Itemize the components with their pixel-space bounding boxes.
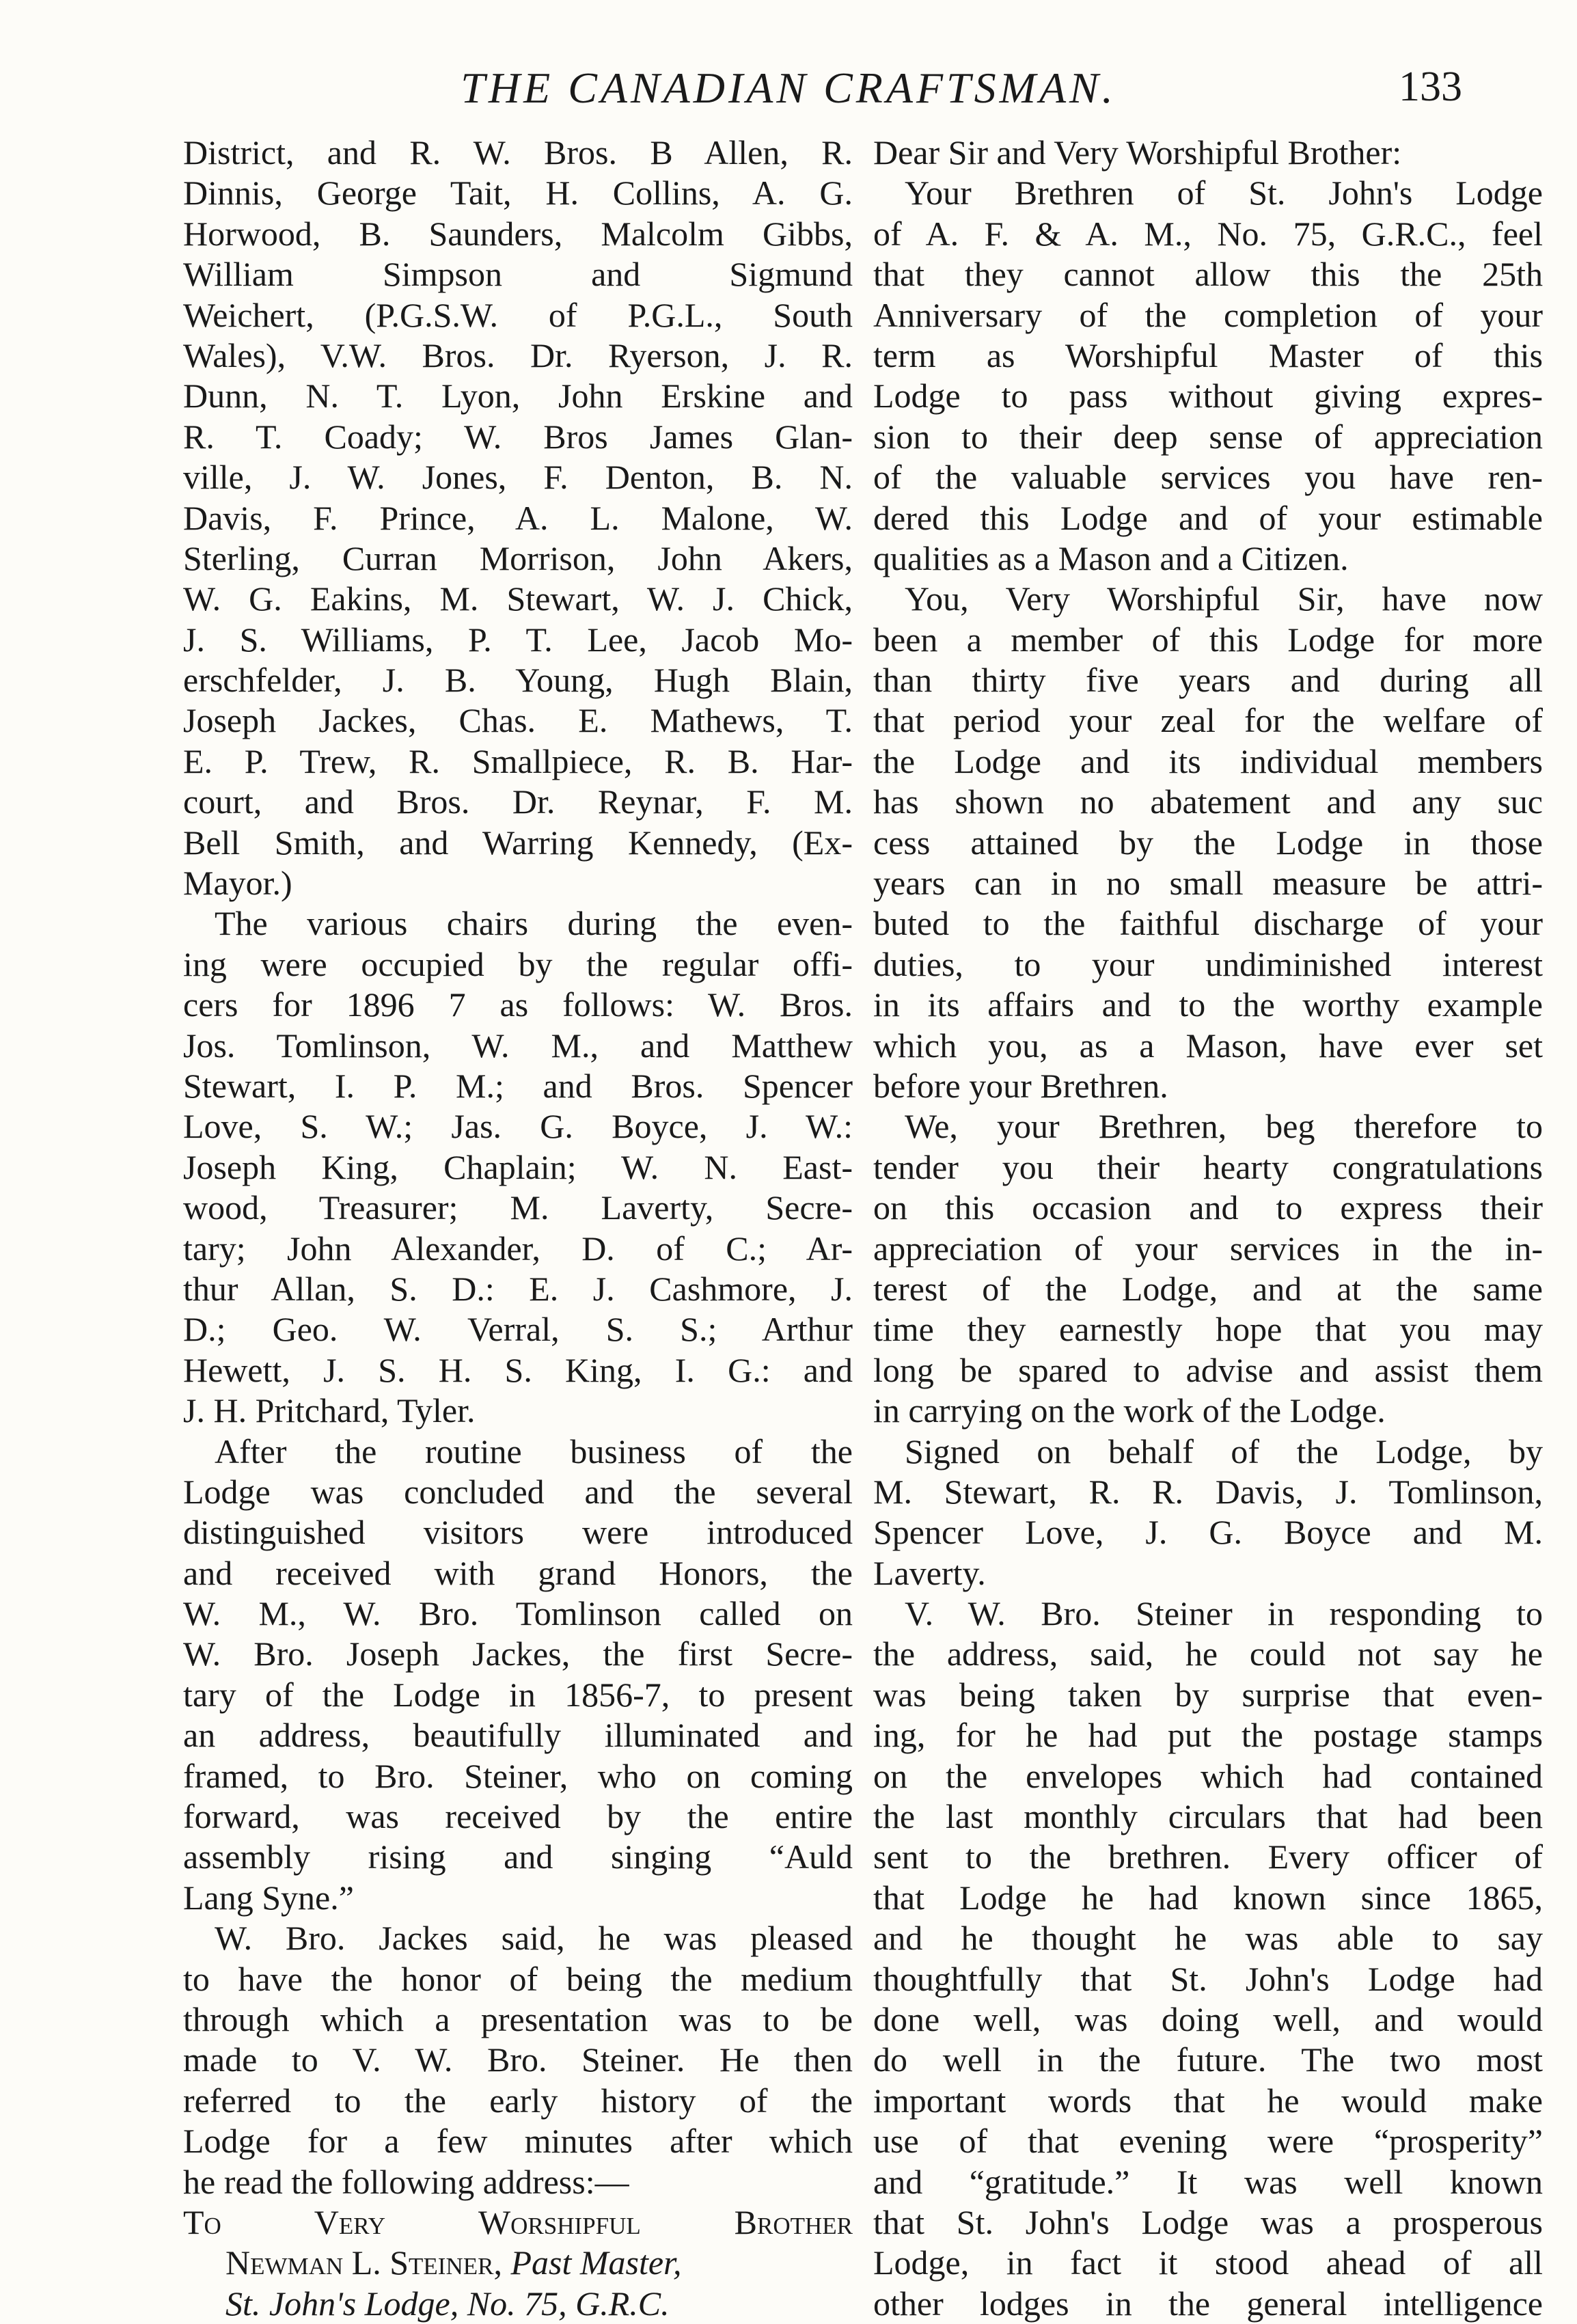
text-line: that Lodge he had known since 1865,: [873, 1878, 1543, 1917]
text-line: sion to their deep sense of appreciation: [873, 417, 1543, 456]
text-line: which you, as a Mason, have ever set: [873, 1026, 1543, 1065]
text-line: Hewett, J. S. H. S. King, I. G.: and: [183, 1350, 853, 1389]
text-line: Signed on behalf of the Lodge, by: [905, 1432, 1543, 1471]
text-line: buted to the faithful discharge of your: [873, 904, 1543, 943]
text-line: R. T. Coady; W. Bros James Glan-: [183, 417, 853, 456]
text-line: J. S. Williams, P. T. Lee, Jacob Mo-: [183, 620, 853, 659]
text-line: Mayor.): [183, 864, 292, 903]
text-line: long be spared to advise and assist them: [873, 1350, 1543, 1389]
text-line: on this occasion and to express their: [873, 1188, 1543, 1227]
text-line: W. Bro. Jackes said, he was pleased: [215, 1919, 853, 1958]
text-line: erschfelder, J. B. Young, Hugh Blain,: [183, 661, 853, 700]
text-line: forward, was received by the entire: [183, 1797, 853, 1836]
text-line: been a member of this Lodge for more: [873, 620, 1543, 659]
text-line: Stewart, I. P. M.; and Bros. Spencer: [183, 1066, 853, 1105]
text-line: has shown no abatement and any suc: [873, 782, 1543, 821]
text-line: appreciation of your services in the in-: [873, 1229, 1543, 1268]
text-line: terest of the Lodge, and at the same: [873, 1269, 1543, 1308]
text-line: other lodges in the general intelligence: [873, 2284, 1543, 2323]
text-line: that they cannot allow this the 25th: [873, 255, 1543, 294]
text-line: and he thought he was able to say: [873, 1919, 1543, 1958]
text-line: After the routine business of the: [215, 1432, 853, 1471]
text-line: M. Stewart, R. R. Davis, J. Tomlinson,: [873, 1472, 1543, 1511]
running-head: [0, 63, 1577, 124]
text-line: time they earnestly hope that you may: [873, 1310, 1543, 1349]
text-line: term as Worshipful Master of this: [873, 336, 1543, 374]
text-line: an address, beautifully illuminated and: [183, 1716, 853, 1755]
text-line: Davis, F. Prince, A. L. Malone, W.: [183, 498, 853, 537]
text-line: Lodge for a few minutes after which: [183, 2122, 853, 2161]
text-line: in carrying on the work of the Lodge.: [873, 1391, 1386, 1430]
text-line: duties, to your undiminished interest: [873, 944, 1543, 983]
text-line: tary; John Alexander, D. of C.; Ar-: [183, 1229, 853, 1268]
text-line: on the envelopes which had contained: [873, 1756, 1543, 1795]
text-line: J. H. Pritchard, Tyler.: [183, 1391, 476, 1430]
text-line: done well, was doing well, and would: [873, 1999, 1543, 2038]
text-line: Bell Smith, and Warring Kennedy, (Ex-: [183, 823, 853, 862]
text-line: Lodge was concluded and the several: [183, 1472, 853, 1511]
text-line: We, your Brethren, beg therefore to: [905, 1107, 1543, 1146]
text-line: Jos. Tomlinson, W. M., and Matthew: [183, 1026, 853, 1065]
text-line: referred to the early history of the: [183, 2081, 853, 2120]
text-line: Weichert, (P.G.S.W. of P.G.L., South: [183, 295, 853, 334]
text-line: wood, Treasurer; M. Laverty, Secre-: [183, 1188, 853, 1227]
text-line: and “gratitude.” It was well known: [873, 2162, 1543, 2201]
text-line: Laverty.: [873, 1553, 986, 1592]
text-line: dered this Lodge and of your estimable: [873, 498, 1543, 537]
text-line: D.; Geo. W. Verral, S. S.; Arthur: [183, 1310, 853, 1349]
text-line: To Very Worshipful Brother: [183, 2202, 853, 2241]
text-line: assembly rising and singing “Auld: [183, 1837, 853, 1876]
text-line: Joseph King, Chaplain; W. N. East-: [183, 1147, 853, 1186]
text-line: made to V. W. Bro. Steiner. He then: [183, 2040, 853, 2079]
text-line: Lang Syne.”: [183, 1878, 354, 1917]
text-line: You, Very Worshipful Sir, have now: [905, 579, 1543, 618]
text-line: and received with grand Honors, the: [183, 1553, 853, 1592]
text-line: that period your zeal for the welfare of: [873, 701, 1543, 740]
left-column: [183, 133, 853, 2324]
text-line: thur Allan, S. D.: E. J. Cashmore, J.: [183, 1269, 853, 1308]
text-line: tender you their hearty congratulations: [873, 1147, 1543, 1186]
text-line: of A. F. & A. M., No. 75, G.R.C., feel: [873, 214, 1543, 253]
text-line: use of that evening were “prosperity”: [873, 2122, 1543, 2161]
text-line: Sterling, Curran Morrison, John Akers,: [183, 538, 853, 577]
text-line: Spencer Love, J. G. Boyce and M.: [873, 1513, 1543, 1552]
text-line: Lodge, in fact it stood ahead of all: [873, 2243, 1543, 2282]
text-line: court, and Bros. Dr. Reynar, F. M.: [183, 782, 853, 821]
text-line: E. P. Trew, R. Smallpiece, R. B. Har-: [183, 741, 853, 780]
text-line: W. M., W. Bro. Tomlinson called on: [183, 1594, 853, 1633]
text-line: ville, J. W. Jones, F. Denton, B. N.: [183, 458, 853, 497]
text-line: The various chairs during the even-: [215, 904, 853, 943]
text-line: Your Brethren of St. John's Lodge: [905, 174, 1543, 213]
text-line: before your Brethren.: [873, 1066, 1168, 1105]
text-line: was being taken by surprise that even-: [873, 1675, 1543, 1714]
text-line: important words that he would make: [873, 2081, 1543, 2120]
text-line: that St. John's Lodge was a prosperous: [873, 2202, 1543, 2241]
text-line: distinguished visitors were introduced: [183, 1513, 853, 1552]
text-line: Dear Sir and Very Worshipful Brother:: [873, 133, 1402, 172]
text-line: ing, for he had put the postage stamps: [873, 1716, 1543, 1755]
text-line: St. John's Lodge, No. 75, G.R.C.: [225, 2284, 670, 2323]
running-title: THE CANADIAN CRAFTSMAN.: [461, 64, 1116, 112]
text-line: do well in the future. The two most: [873, 2040, 1543, 2079]
text-line: to have the honor of being the medium: [183, 1959, 853, 1998]
text-line: W. G. Eakins, M. Stewart, W. J. Chick,: [183, 579, 853, 618]
text-line: of the valuable services you have ren-: [873, 458, 1543, 497]
text-line: the Lodge and its individual members: [873, 741, 1543, 780]
text-line: Dunn, N. T. Lyon, John Erskine and: [183, 377, 853, 415]
text-line: thoughtfully that St. John's Lodge had: [873, 1959, 1543, 1998]
text-line: District, and R. W. Bros. B Allen, R.: [183, 133, 853, 172]
text-line: Newman L. Steiner, Past Master,: [225, 2243, 682, 2282]
text-line: through which a presentation was to be: [183, 1999, 853, 2038]
text-line: William Simpson and Sigmund: [183, 255, 853, 294]
text-line: Dinnis, George Tait, H. Collins, A. G.: [183, 174, 853, 213]
text-line: years can in no small measure be attri-: [873, 864, 1543, 903]
text-line: Joseph Jackes, Chas. E. Mathews, T.: [183, 701, 853, 740]
text-line: qualities as a Mason and a Citizen.: [873, 538, 1349, 577]
text-line: tary of the Lodge in 1856-7, to present: [183, 1675, 853, 1714]
text-line: Anniversary of the completion of your: [873, 295, 1543, 334]
text-line: he read the following address:—: [183, 2162, 629, 2201]
text-line: Horwood, B. Saunders, Malcolm Gibbs,: [183, 214, 853, 253]
text-line: Wales), V.W. Bros. Dr. Ryerson, J. R.: [183, 336, 853, 374]
text-line: ing were occupied by the regular offi-: [183, 944, 853, 983]
text-line: the address, said, he could not say he: [873, 1635, 1543, 1673]
text-line: in its affairs and to the worthy example: [873, 985, 1543, 1024]
text-line: Love, S. W.; Jas. G. Boyce, J. W.:: [183, 1107, 853, 1146]
text-line: cess attained by the Lodge in those: [873, 823, 1543, 862]
text-line: cers for 1896 7 as follows: W. Bros.: [183, 985, 853, 1024]
text-line: V. W. Bro. Steiner in responding to: [905, 1594, 1543, 1633]
page-number: 133: [1399, 64, 1462, 110]
text-line: the last monthly circulars that had been: [873, 1797, 1543, 1836]
text-line: W. Bro. Joseph Jackes, the first Secre-: [183, 1635, 853, 1673]
text-line: Lodge to pass without giving expres-: [873, 377, 1543, 415]
text-line: framed, to Bro. Steiner, who on coming: [183, 1756, 853, 1795]
right-column: [873, 133, 1543, 2324]
text-line: than thirty five years and during all: [873, 661, 1543, 700]
text-line: sent to the brethren. Every officer of: [873, 1837, 1543, 1876]
